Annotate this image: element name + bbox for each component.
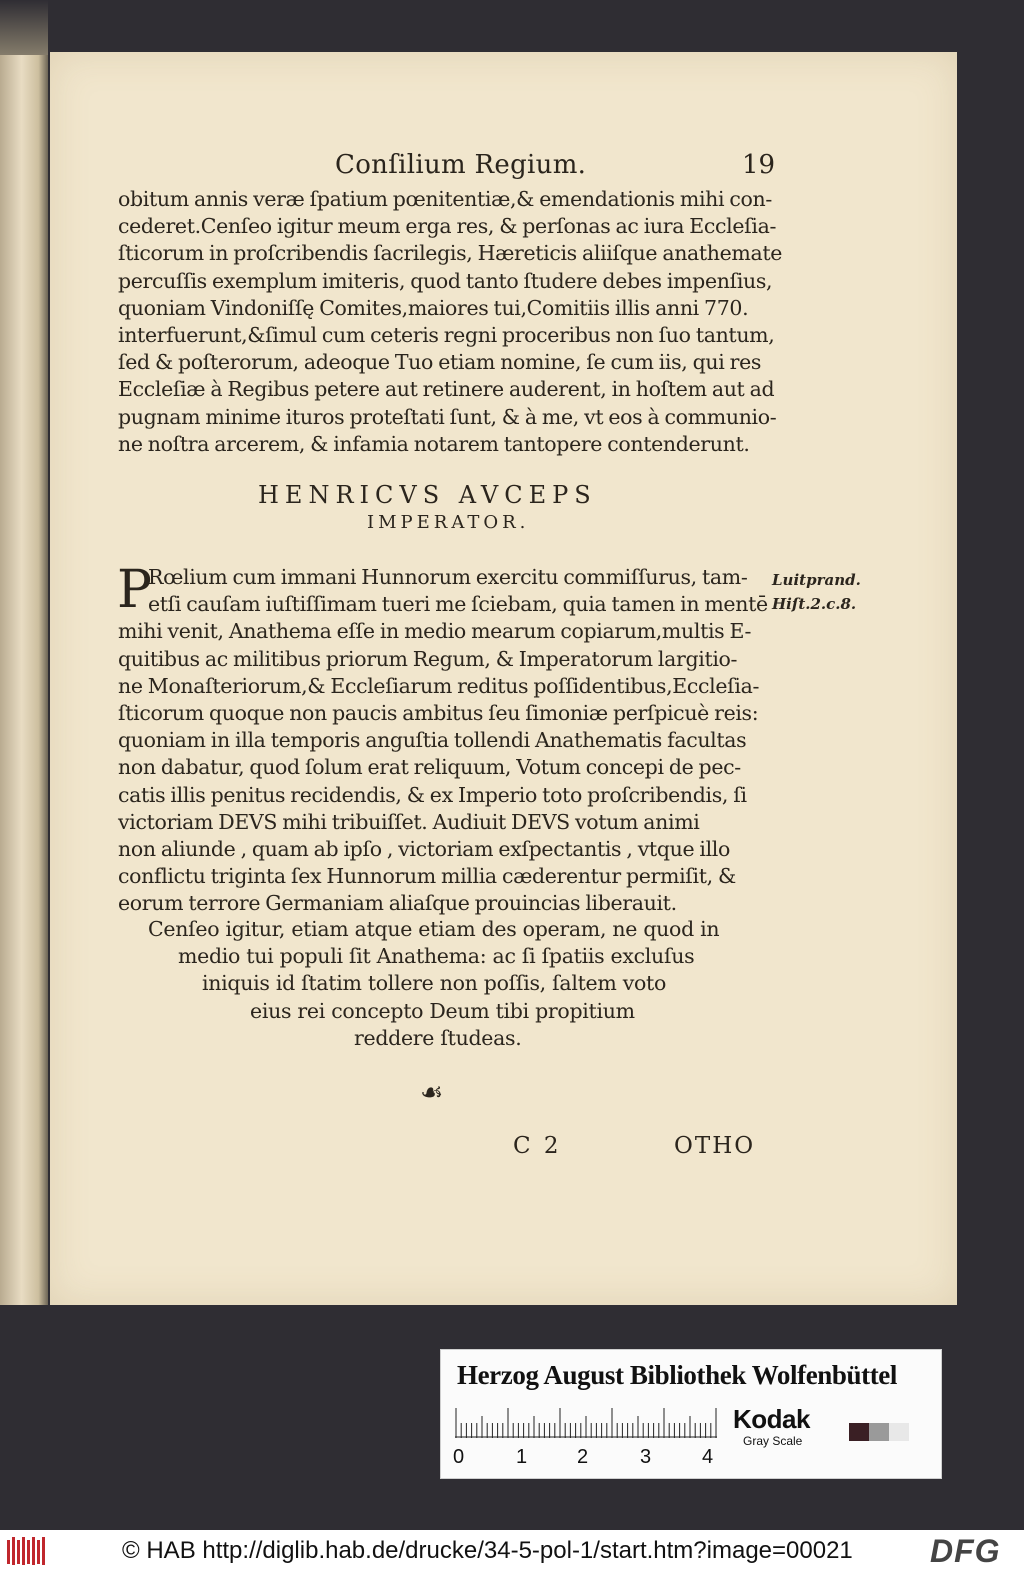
- text-line: obitum annis veræ ſpatium pœnitentiæ,& emendationis mihi con-: [118, 187, 772, 211]
- text-line: cederet.Cenſeo igitur meum erga res, & perſonas ac iura Eccleſia-: [118, 214, 777, 239]
- text-line: Eccleſiæ à Regibus petere aut retinere auderent, in hoſtem aut ad: [118, 377, 775, 402]
- text-line: pugnam minime ituros proteſtati ſunt, & à me, vt eos à communio-: [118, 404, 777, 429]
- drop-cap: P: [117, 560, 152, 620]
- ruler-number: 4: [702, 1446, 714, 1468]
- ruler-number: 3: [640, 1446, 652, 1468]
- book-edge-shadow: [0, 0, 48, 60]
- library-name: Herzog August Bibliothek Wolfenbüttel: [457, 1360, 897, 1390]
- text-line: etſi cauſam iuſtiſſimam tueri me ſciebam, quia tamen in mentē: [148, 592, 768, 617]
- ruler-number: 0: [453, 1446, 465, 1468]
- conclusion-block: [118, 916, 778, 1052]
- ruler-number: 2: [577, 1446, 589, 1468]
- ruler-number: 1: [516, 1446, 528, 1468]
- paragraph-2: [117, 560, 778, 917]
- page-number: 19: [742, 150, 776, 180]
- hab-logo-icon: [6, 1534, 46, 1568]
- running-head: Conſilium Regium.: [335, 150, 587, 180]
- text-line: quoniam in illa temporis anguſtia tollendi Anathematis facultas: [118, 728, 747, 753]
- text-line: iniquis id ſtatim tollere non poſſis, ſaltem voto: [202, 971, 667, 996]
- color-swatch-dark: [849, 1423, 869, 1441]
- color-swatch-light: [889, 1423, 909, 1441]
- text-line: quoniam Vindoniſſę Comites,maiores tui,Comitiis illis anni 770.: [118, 295, 749, 320]
- text-line: non aliunde , quam ab ipſo , victoriam exſpectantis , vtque illo: [118, 836, 731, 861]
- kodak-logo: Kodak: [733, 1404, 810, 1434]
- section-heading: HENRICVS AVCEPS: [258, 481, 597, 509]
- text-line: reddere ſtudeas.: [354, 1025, 522, 1050]
- catchword: OTHO: [674, 1133, 756, 1159]
- margin-note-line: Luitprand.: [772, 571, 861, 589]
- text-line: quitibus ac militibus priorum Regum, & Imperatorum largitio-: [118, 646, 738, 671]
- text-line: eorum terrore Germaniam aliaſque prouincias liberauit.: [118, 891, 677, 916]
- text-line: medio tui populi ſit Anathema: ac ſi ſpatiis excluſus: [178, 944, 695, 969]
- gray-scale-label: Gray Scale: [743, 1434, 803, 1448]
- section-subheading: IMPERATOR.: [367, 512, 530, 533]
- text-line: eius rei concepto Deum tibi propitium: [250, 998, 635, 1023]
- fleuron-ornament: ☙: [420, 1078, 444, 1108]
- signature-mark: C 2: [513, 1133, 562, 1159]
- text-line: percuſſis exemplum imiteris, quod tanto ſtudere debes impenſius,: [118, 268, 773, 293]
- margin-note-line: Hiſt.2.c.8.: [772, 595, 857, 613]
- text-line: conflictu triginta ſex Hunnorum millia cæderentur permiſit, &: [118, 864, 736, 889]
- text-line: ſticorum quoque non paucis ambitus ſeu ſimoniæ perſpicuè reis:: [118, 700, 759, 725]
- footer-bar: [0, 1530, 1024, 1573]
- dfg-logo: DFG: [930, 1533, 1001, 1569]
- text-line: catis illis penitus recidendis, & ex Imperio toto proſcribendis, ſi: [118, 782, 747, 807]
- text-line: ſed & poſterorum, adeoque Tuo etiam nomine, ſe cum iis, qui res: [118, 350, 762, 375]
- left-page-edge: [0, 55, 48, 1305]
- text-line: Cenſeo igitur, etiam atque etiam des operam, ne quod in: [148, 917, 720, 941]
- text-line: ſticorum in proſcribendis ſacrilegis, Hæreticis aliiſque anathemate: [118, 241, 783, 266]
- text-line: interfuerunt,&ſimul cum ceteris regni proceribus non ſuo tantum,: [118, 322, 775, 347]
- ruler-scale: [455, 1408, 717, 1438]
- text-line: non dabatur, quod ſolum erat reliquum, Votum concepi de pec-: [118, 755, 741, 780]
- scale-card: [440, 1349, 942, 1479]
- text-line: victoriam DEVS mihi tribuiſſet. Audiuit DEVS votum animi: [118, 809, 700, 834]
- text-line: mihi venit, Anathema eſſe in medio mearum copiarum,multis E-: [118, 619, 752, 644]
- text-line: ne Monaſteriorum,& Eccleſiarum reditus poſſidentibus,Eccleſia-: [118, 673, 760, 698]
- paragraph-1: [118, 186, 783, 458]
- marginal-note: [772, 568, 861, 616]
- color-swatch-gray: [869, 1423, 889, 1441]
- text-line: ne noſtra arcerem, & infamia notarem tantopere contenderunt.: [118, 431, 750, 456]
- source-url-link[interactable]: © HAB http://diglib.hab.de/drucke/34-5-pol-1/start.htm?image=00021: [122, 1537, 853, 1564]
- text-line: Rœlium cum immani Hunnorum exercitu commiſſurus, tam-: [148, 565, 748, 589]
